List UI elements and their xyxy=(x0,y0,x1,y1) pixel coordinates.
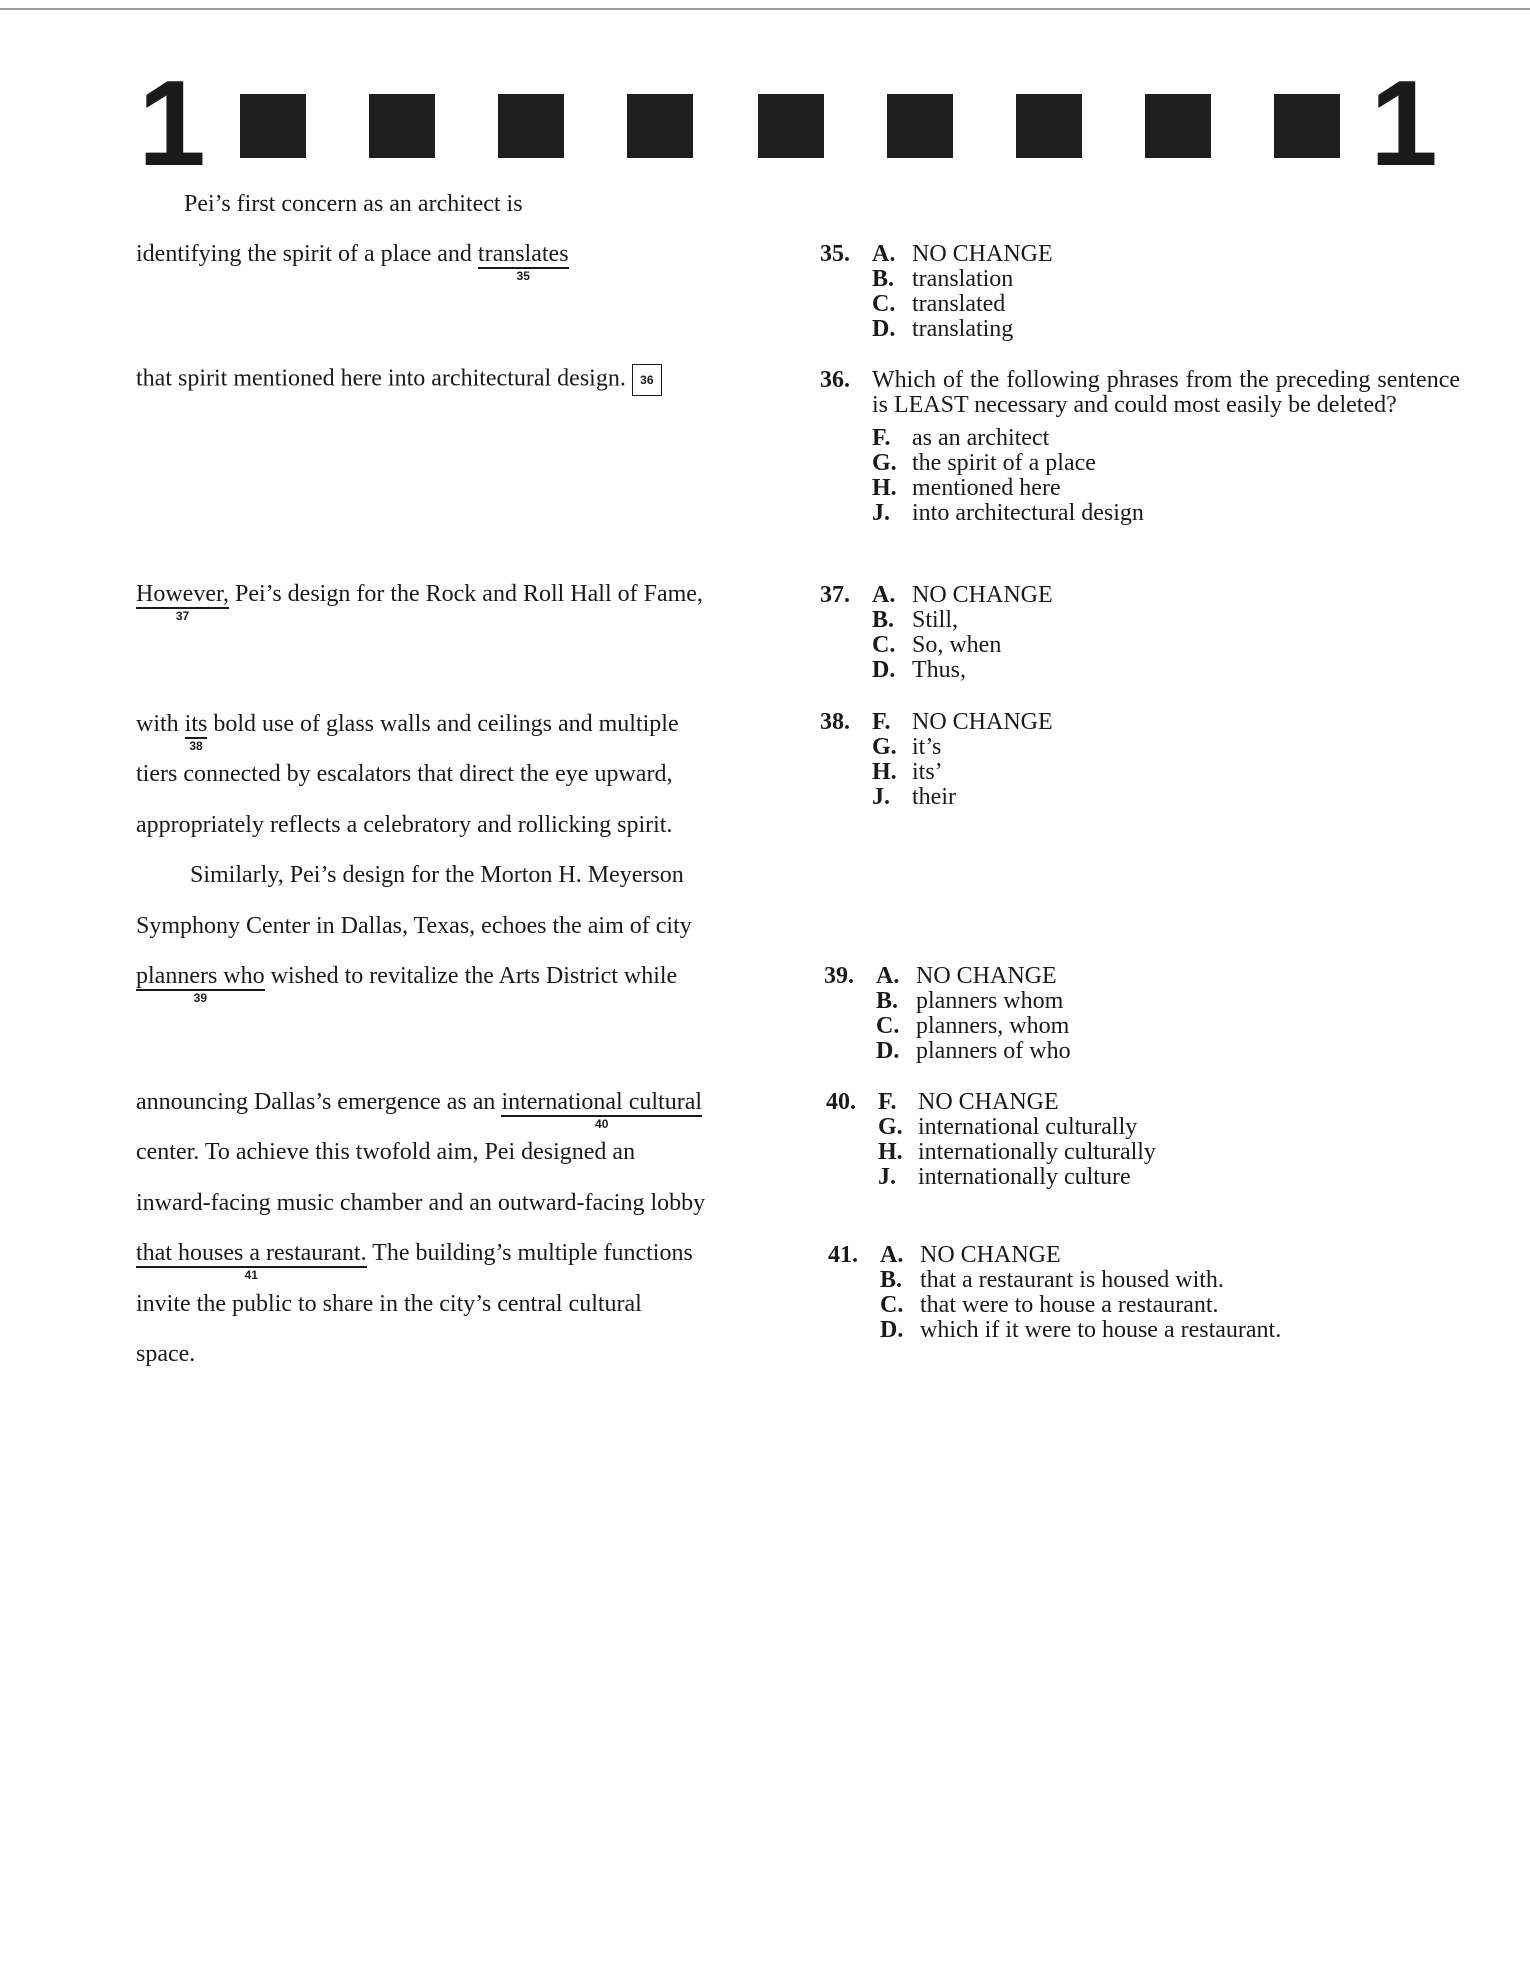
underlined-text: translates xyxy=(477,241,569,267)
option-letter: D. xyxy=(880,1317,904,1343)
passage-line: Similarly, Pei’s design for the Morton H. Meyerson xyxy=(190,862,684,888)
item-number-38: 38 xyxy=(189,739,203,753)
option-letter: J. xyxy=(872,784,890,810)
answer-option[interactable] xyxy=(820,292,1460,317)
passage-line xyxy=(136,240,569,283)
question-number: 38. xyxy=(820,709,850,735)
answer-option[interactable] xyxy=(820,608,1460,633)
option-letter: H. xyxy=(878,1139,903,1165)
option-letter: G. xyxy=(872,450,897,476)
option-letter: C. xyxy=(872,632,896,658)
option-text: NO CHANGE xyxy=(912,582,1053,608)
header-square xyxy=(1274,94,1340,158)
passage-line: invite the public to share in the city’s central cultural xyxy=(136,1291,642,1317)
option-letter: J. xyxy=(878,1164,896,1190)
passage-line: tiers connected by escalators that direct the eye upward, xyxy=(136,761,673,787)
option-letter: F. xyxy=(872,709,891,735)
answer-option[interactable] xyxy=(820,760,1460,785)
option-text: mentioned here xyxy=(912,475,1061,501)
question-39 xyxy=(824,964,1464,1064)
passage-line: appropriately reflects a celebratory and rollicking spirit. xyxy=(136,812,673,838)
header-square xyxy=(240,94,306,158)
passage-line: Pei’s first concern as an architect is xyxy=(184,191,523,217)
underlined-portion-37[interactable] xyxy=(136,581,229,623)
option-letter: D. xyxy=(872,316,896,342)
item-number-41: 41 xyxy=(244,1268,258,1282)
answer-option[interactable] xyxy=(826,1165,1466,1190)
option-letter: F. xyxy=(878,1089,897,1115)
answer-option[interactable] xyxy=(820,242,1460,267)
passage-text: The building’s multiple functions xyxy=(366,1240,693,1266)
option-text: planners whom xyxy=(916,988,1064,1014)
option-letter: H. xyxy=(872,475,897,501)
passage-line xyxy=(136,580,703,623)
option-text: translated xyxy=(912,291,1006,317)
passage-line: space. xyxy=(136,1341,196,1367)
underlined-portion-39[interactable] xyxy=(136,963,265,1005)
answer-option[interactable] xyxy=(820,583,1460,608)
option-text: NO CHANGE xyxy=(912,241,1053,267)
answer-option[interactable] xyxy=(828,1318,1468,1343)
item-number-35: 35 xyxy=(516,269,530,283)
passage-text: wished to revitalize the Arts District while xyxy=(264,963,678,989)
option-text: translation xyxy=(912,266,1014,292)
question-number: 39. xyxy=(824,963,854,989)
passage-line xyxy=(136,962,678,1005)
answer-option[interactable] xyxy=(826,1140,1466,1165)
option-letter: B. xyxy=(872,266,895,292)
passage-text: Pei’s design for the Rock and Roll Hall of Fame, xyxy=(229,581,703,607)
question-41 xyxy=(828,1243,1468,1343)
header-square xyxy=(369,94,435,158)
answer-option[interactable] xyxy=(824,964,1464,989)
answer-option[interactable] xyxy=(828,1243,1468,1268)
question-number: 37. xyxy=(820,582,850,608)
option-letter: B. xyxy=(876,988,899,1014)
answer-option[interactable] xyxy=(820,633,1460,658)
answer-option[interactable] xyxy=(820,735,1460,760)
option-letter: A. xyxy=(872,582,896,608)
question-36 xyxy=(820,368,1460,526)
passage-line: Symphony Center in Dallas, Texas, echoes the aim of city xyxy=(136,913,692,939)
passage-line xyxy=(136,1239,693,1282)
passage-text: announcing Dallas’s emergence as an xyxy=(136,1089,502,1115)
option-text: its’ xyxy=(912,759,943,785)
top-rule xyxy=(0,8,1530,10)
underlined-text: international cultural xyxy=(501,1089,703,1115)
answer-option[interactable] xyxy=(824,1014,1464,1039)
answer-option[interactable] xyxy=(826,1090,1466,1115)
option-letter: A. xyxy=(872,241,896,267)
option-letter: D. xyxy=(872,657,896,683)
option-text: So, when xyxy=(912,632,1002,658)
option-letter: G. xyxy=(872,734,897,760)
passage-text: identifying the spirit of a place and xyxy=(136,241,478,267)
item-number-37: 37 xyxy=(175,609,190,623)
answer-option[interactable] xyxy=(820,317,1460,342)
question-38 xyxy=(820,710,1460,810)
answer-option[interactable] xyxy=(828,1293,1468,1318)
answer-option[interactable] xyxy=(820,658,1460,683)
question-number: 36. xyxy=(820,367,850,393)
answer-option[interactable] xyxy=(820,785,1460,810)
option-letter: J. xyxy=(872,500,890,526)
passage-line: center. To achieve this twofold aim, Pei designed an xyxy=(136,1139,636,1165)
option-letter: F. xyxy=(872,425,891,451)
answer-option[interactable] xyxy=(820,710,1460,735)
underlined-portion-40[interactable] xyxy=(501,1089,703,1131)
option-text: internationally culture xyxy=(918,1164,1131,1190)
option-letter: B. xyxy=(880,1267,903,1293)
header-square xyxy=(887,94,953,158)
boxed-item-number-36[interactable]: 36 xyxy=(632,364,662,396)
passage-line xyxy=(136,1088,703,1131)
answer-option[interactable] xyxy=(820,476,1460,501)
header-square xyxy=(1016,94,1082,158)
passage-line xyxy=(136,364,662,396)
section-number-left: 1 xyxy=(138,55,202,191)
question-37 xyxy=(820,583,1460,683)
item-number-40: 40 xyxy=(595,1117,609,1131)
option-letter: C. xyxy=(876,1013,900,1039)
option-letter: D. xyxy=(876,1038,900,1064)
answer-option[interactable] xyxy=(824,1039,1464,1064)
header-square xyxy=(627,94,693,158)
option-text: international culturally xyxy=(918,1114,1138,1140)
question-number: 35. xyxy=(820,241,850,267)
passage-text: that spirit mentioned here into architectural design. xyxy=(136,365,626,392)
answer-option[interactable] xyxy=(820,426,1460,451)
option-letter: A. xyxy=(880,1242,904,1268)
option-text: the spirit of a place xyxy=(912,450,1096,476)
option-text: it’s xyxy=(912,734,942,760)
answer-option[interactable] xyxy=(824,989,1464,1014)
option-text: translating xyxy=(912,316,1014,342)
item-number-39: 39 xyxy=(193,991,207,1005)
question-35 xyxy=(820,242,1460,342)
option-letter: C. xyxy=(880,1292,904,1318)
option-letter: A. xyxy=(876,963,900,989)
option-text: NO CHANGE xyxy=(916,963,1057,989)
option-text: Thus, xyxy=(912,657,966,683)
header-square xyxy=(758,94,824,158)
question-stem: Which of the following phrases from the preceding sentence is LEAST necessary and could most easily be deleted? xyxy=(872,367,1460,418)
underlined-portion-41[interactable] xyxy=(136,1240,367,1282)
option-text: Still, xyxy=(912,607,959,633)
option-text: that were to house a restaurant. xyxy=(920,1292,1219,1318)
answer-option[interactable] xyxy=(820,451,1460,476)
passage-line xyxy=(136,710,679,753)
passage-line: inward-facing music chamber and an outward-facing lobby xyxy=(136,1190,706,1216)
option-text: NO CHANGE xyxy=(920,1242,1061,1268)
question-head xyxy=(820,368,1460,418)
header-square xyxy=(1145,94,1211,158)
question-number: 41. xyxy=(828,1242,858,1268)
option-text: as an architect xyxy=(912,425,1050,451)
option-letter: G. xyxy=(878,1114,903,1140)
option-text: NO CHANGE xyxy=(918,1089,1059,1115)
option-letter: B. xyxy=(872,607,895,633)
answer-option[interactable] xyxy=(828,1268,1468,1293)
option-letter: C. xyxy=(872,291,896,317)
underlined-text: However, xyxy=(136,581,229,607)
underlined-text: that houses a restaurant. xyxy=(136,1240,367,1266)
question-number: 40. xyxy=(826,1089,856,1115)
underlined-portion-35[interactable] xyxy=(477,241,569,283)
underlined-text: its xyxy=(184,711,208,737)
option-text: which if it were to house a restaurant. xyxy=(920,1317,1282,1343)
underlined-portion-38[interactable] xyxy=(184,711,208,753)
section-number-right: 1 xyxy=(1370,55,1434,191)
option-letter: H. xyxy=(872,759,897,785)
passage-text: with xyxy=(136,711,185,737)
option-text: planners, whom xyxy=(916,1013,1070,1039)
answer-option[interactable] xyxy=(820,267,1460,292)
option-text: NO CHANGE xyxy=(912,709,1053,735)
answer-option[interactable] xyxy=(820,501,1460,526)
option-text: their xyxy=(912,784,956,810)
underlined-text: planners who xyxy=(136,963,265,989)
option-text: planners of who xyxy=(916,1038,1071,1064)
passage-text: bold use of glass walls and ceilings and multiple xyxy=(207,711,679,737)
option-text: internationally culturally xyxy=(918,1139,1156,1165)
answer-option[interactable] xyxy=(826,1115,1466,1140)
option-text: that a restaurant is housed with. xyxy=(920,1267,1224,1293)
question-40 xyxy=(826,1090,1466,1190)
option-text: into architectural design xyxy=(912,500,1144,526)
header-square xyxy=(498,94,564,158)
